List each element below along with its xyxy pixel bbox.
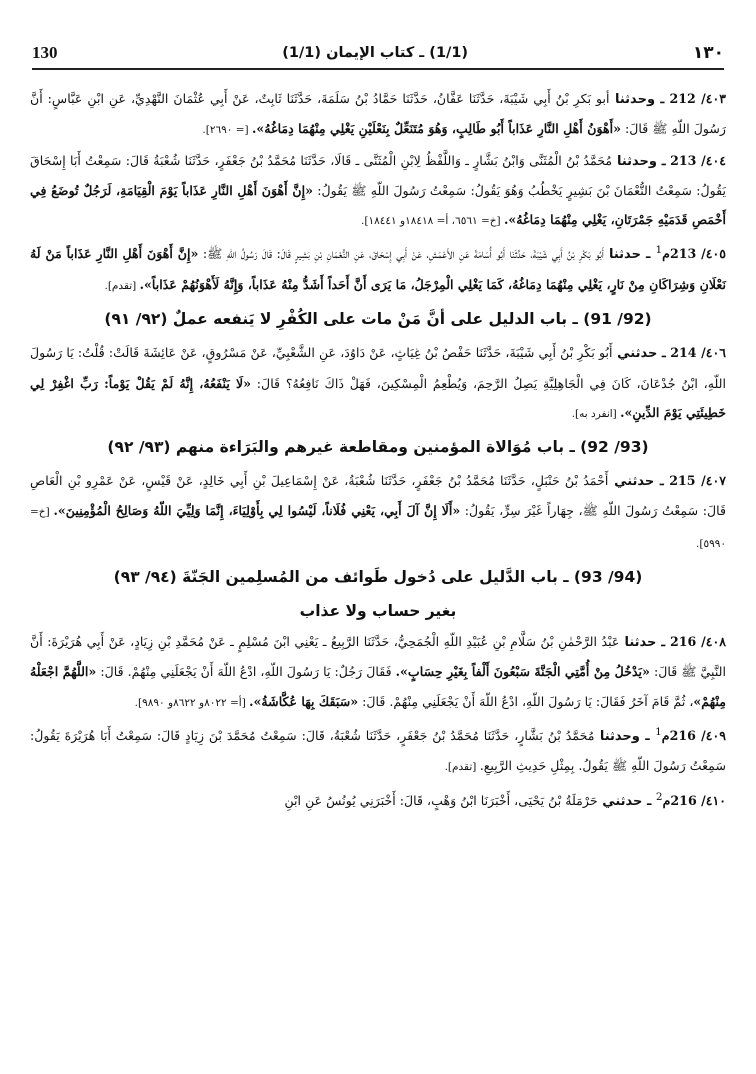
- transmission-word: ـ وحدثنا: [594, 729, 656, 745]
- isnad-text: أَحْمَدُ بْنُ حَنْبَلٍ، حَدَّثَنَا مُحَمَّدُ بْنُ جَعْفَرٍ، حَدَّثَنَا شُعْبَةُ، عَنْ إِسْمَاعِيلَ بْنِ أَبِي خَالِدٍ، عَنْ قَيْسٍ، عَنْ عَمْرِو بْنِ الْعَاصِ قَالَ: سَمِعْتُ رَسُولَ اللّهِ ﷺ، جِهَاراً غَيْرَ سِرٍّ، يَقُولُ:: [30, 473, 727, 519]
- hadith-number: ٤٠٦/ 214 ـ: [662, 345, 726, 361]
- reference: [خ= ٦٥٦١، أ= ١٨٤١٨و ١٨٤٤١].: [361, 215, 504, 228]
- transmission-word: وحدثنا: [612, 153, 662, 169]
- chapter-heading-93: (93/ 92) ـ باب مُوَالاة المؤمنين ومقاطعة غيرهم والبَرَاءة منهم (٩٣/ ٩٢): [107, 438, 649, 457]
- hadith-407: [30, 466, 726, 559]
- reference: [تقدم].: [444, 761, 480, 774]
- page-number-latin: 130: [32, 43, 58, 62]
- hadith-superscript: 2: [655, 790, 663, 803]
- chapter-heading-94-subtitle: بغير حساب ولا عذاب: [299, 602, 457, 621]
- matn-text: «سَبَقَكَ بِهَا عُكَّاشَةُ».: [249, 693, 359, 709]
- isnad-text: حَرْمَلَةُ بْنُ يَحْيَى، أَخْبَرَنَا ابْنُ وَهْبٍ، قَالَ: أَخْبَرَنِي يُونُسُ عَنِ ابْنِ: [284, 792, 598, 808]
- hadith-number: ٤٠٤/ 213 ـ: [661, 152, 726, 168]
- isnad-text: مُحَمَّدُ بْنُ الْمُثَنَّى وَابْنُ بَشَّارٍ ـ وَاللَّفْظُ لِابْنِ الْمُثَنَّى ـ قَالَا، حَدَّثَنَا مُحَمَّدُ بْنُ جَعْفَرٍ، حَدَّثَنَا شُعْبَةُ قَالَ: سَمِعْتُ أَبَا إِسْحَاقَ يَقُولُ: سَمِعْتُ النُّعْمَانَ بْنَ بَشِيرٍ يَخْطُبُ وَهُوَ يَقُولُ: سَمِعْتُ رَسُولَ اللّهِ ﷺ يَقُولُ:: [30, 152, 726, 198]
- isnad-text: أبو بَكرِ بْنُ أَبِي شَيْبَةَ، حَدَّثَنَا عَفَّانُ، حَدَّثَنَا حَمَّادُ بْنُ سَلَمَةَ، حَدَّثَنَا ثَابِتٌ، عَنْ أَبِي عُثْمَانَ النَّهْدِيِّ، عَنِ ابْنِ عَبَّاسٍ: أَنَّ رَسُولَ اللّهِ ﷺ قَالَ:: [30, 91, 726, 137]
- hadith-405: [30, 236, 726, 301]
- matn-text: «أَلَا إِنَّ آلَ أَبِي، يَعْنِي فُلَاناً، لَيْسُوا لِي بِأَوْلِيَاءَ، إِنَّمَا وَلِيِّيَ اللّهُ وَصَالِحُ الْمُؤْمِنِينَ».: [53, 503, 461, 519]
- isnad-text: أَبُو بَكْرِ بْنُ أَبِي شَيْبَةَ، حَدَّثَنَا أَبُو أُسَامَةَ عَنِ الأَعْمَشِ، عَنْ أَبِي إِسْحَاقَ، عَنِ النُّعْمَانِ بْنِ بَشِيرٍ قَالَ: قَالَ رَسُولُ اللّهِ ﷺ:: [198, 246, 604, 262]
- hadith-409: [30, 718, 726, 783]
- hadith-408: [30, 627, 726, 718]
- hadith-superscript: 1: [655, 725, 662, 738]
- hadith-number: ٤٠٩/ 216م: [661, 728, 727, 744]
- hadith-number: ٤٠٣/ 212 ـ: [660, 91, 727, 106]
- transmission-word: وحدثنا: [609, 92, 661, 107]
- chapter-heading-92: (92/ 91) ـ باب الدليل على أنَّ مَنْ مات على الكُفْرِ لا يَنفعه عملٌ (٩٢/ ٩١): [104, 310, 652, 329]
- hadith-number: ٤٠٨/ 216 ـ: [661, 634, 727, 650]
- isnad-text: مُحَمَّدُ بْنُ بَشَّارٍ، حَدَّثَنَا مُحَمَّدُ بْنُ جَعْفَرٍ، حَدَّثَنَا شُعْبَةُ، قَالَ: سَمِعْتُ مُحَمَّدَ بْنَ زِيَادٍ قَالَ: سَمِعْتُ أَبَا هُرَيْرَةَ يَقُولُ: سَمِعْتُ رَسُولَ اللّهِ ﷺ يَقُولُ. بِمِثْلِ حَدِيثِ الرَّبِيعِ.: [30, 728, 726, 774]
- hadith-404: [30, 146, 726, 237]
- narrative-text: فَقَالَ رَجُلٌ: يَا رَسُولَ اللّهِ، ادْعُ اللّهَ أَنْ يَجْعَلَنِي مِنْهُمْ. قَالَ:: [96, 664, 396, 680]
- hadith-406: [30, 338, 726, 429]
- matn-text: «اللَّهُمَّ اجْعَلْهُ مِنْهُمْ»: [30, 664, 726, 709]
- hadith-number: ٤٠٧/ 215 ـ: [660, 473, 727, 489]
- transmission-word: حدثني: [612, 346, 663, 362]
- hadith-number: ٤٠٥/ 213م: [662, 246, 727, 262]
- chapter-heading-94: (94/ 93) ـ باب الدَّليل على دُخول طَوائف من المُسلِمين الجَنّةَ (٩٤/ ٩٣): [113, 568, 643, 587]
- page-number-arabic: ١٣٠: [692, 43, 724, 63]
- hadith-number: ٤١٠/ 216م: [662, 792, 726, 808]
- reference: [أ= ٨٠٢٢و ٨٦٢٢و ٩٨٩٠].: [134, 696, 250, 709]
- hadith-superscript: 1: [655, 244, 663, 257]
- matn-text: «إِنَّ أَهْوَنَ أَهْلِ النَّارِ عَذَاباً مَنْ لَهُ نَعْلَانِ وَشِرَاكَانِ مِنْ نَارٍ، يَغْلِي مِنْهُمَا دِمَاغُهُ، كَمَا يَغْلِي الْمِرْجَلُ، مَا يَرَى أَنَّ أَحَداً أَشَدُّ مِنْهُ عَذَاباً، وَإِنَّهُ لَأَهْوَنُهُمْ عَذَاباً».: [30, 246, 726, 292]
- narrative-text: ، ثُمَّ قَامَ آخَرُ فَقَالَ: يَا رَسُولَ اللّهِ، ادْعُ اللّهَ أَنْ يَجْعَلَنِي مِنْهُمْ. قَالَ:: [358, 693, 694, 709]
- running-title: (1/1) ـ كتاب الإيمان (1/1): [282, 45, 469, 61]
- matn-text: «أَهْوَنُ أَهْلِ النَّارِ عَذَاباً أَبُو طَالِبٍ، وَهُوَ مُتَنَعِّلٌ بِنَعْلَيْنِ يَغْلِي مِنْهُمَا دِمَاغُهُ».: [252, 121, 621, 137]
- page-body: [30, 84, 726, 1068]
- hadith-410: [30, 783, 726, 816]
- matn-text: «إِنَّ أَهْوَنَ أَهْلِ النَّارِ عَذَاباً يَوْمَ الْقِيَامَةِ، لَرَجُلٌ تُوضَعُ فِي أَخْمَصِ قَدَمَيْهِ جَمْرَتَانِ، يَغْلِي مِنْهُمَا دِمَاغُهُ».: [30, 182, 726, 228]
- isnad-text: عَبْدُ الرَّحْمٰنِ بْنُ سَلَّامِ بْنِ عُبَيْدِ اللّهِ الْجُمَحِيُّ، حَدَّثَنَا الرَّبِيعُ ـ يَعْنِي ابْنَ مُسْلِمٍ ـ عَنْ مُحَمَّدِ بْنِ زِيَادٍ، عَنْ أَبِي هُرَيْرَةَ: أَنَّ النَّبِيَّ ﷺ قَالَ:: [30, 634, 726, 680]
- transmission-word: ـ حدثنا: [603, 247, 656, 263]
- reference: [خ= ٥٩٩٠].: [30, 506, 726, 550]
- isnad-text: أَبُو بَكْرِ بْنُ أَبِي شَيْبَةَ، حَدَّثَنَا حَفْصُ بْنُ غِيَاثٍ، عَنْ دَاوُدَ، عَنِ الشَّعْبِيِّ، عَنْ مَسْرُوقٍ، عَنْ عَائِشَةَ قَالَتْ: قُلْتُ: يَا رَسُولَ اللّهِ، ابْنُ جُدْعَانَ، كَانَ فِي الْجَاهِلِيَّةِ يَصِلُ الرَّحِمَ، وَيُطْعِمُ الْمِسْكِينَ، فَهَلْ ذَاكَ نَافِعُهُ؟ قَالَ:: [30, 345, 726, 391]
- reference: [انفرد به].: [571, 407, 621, 420]
- reference: [تقدم].: [104, 279, 140, 292]
- page-header: [32, 38, 724, 70]
- matn-text: «لَا يَنْفَعُهُ، إِنَّهُ لَمْ يَقُلْ يَوْماً: رَبِّ اغْفِرْ لِي خَطِيئَتِي يَوْمَ الدِّينِ».: [30, 375, 726, 420]
- transmission-word: حدثنا: [619, 635, 662, 651]
- transmission-word: حدثني: [608, 474, 661, 490]
- matn-text: «يَدْخُلُ مِنْ أُمَّتِي الْجَنَّةَ سَبْعُونَ أَلْفاً بِغَيْرِ حِسَابٍ».: [395, 664, 650, 680]
- hadith-403: [30, 84, 726, 146]
- transmission-word: ـ حدثني: [597, 793, 656, 809]
- reference: [= ٢٦٩٠].: [202, 124, 252, 137]
